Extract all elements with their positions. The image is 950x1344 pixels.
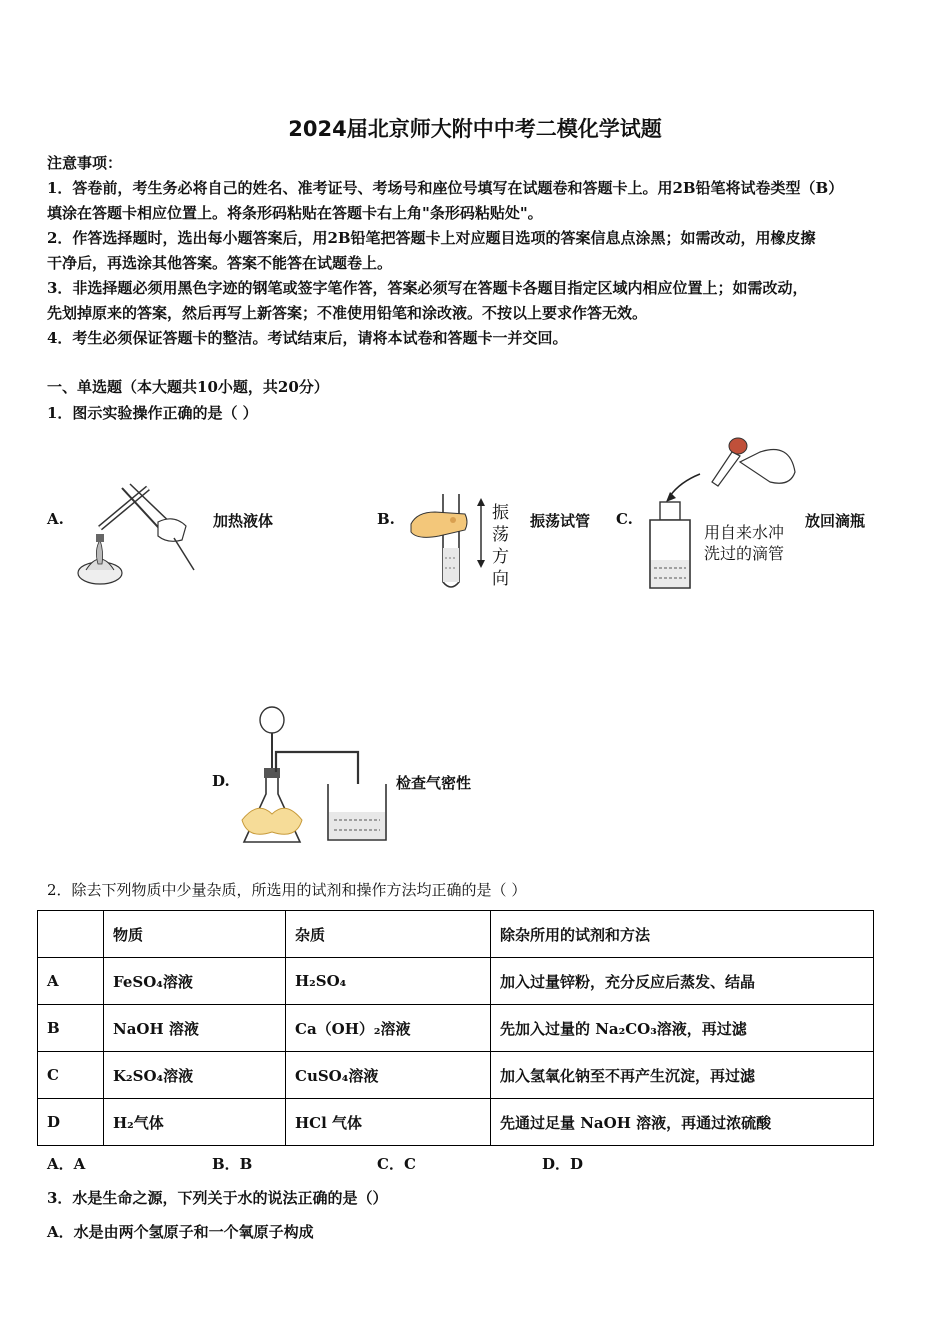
dropper-bottle-figure xyxy=(640,432,800,592)
option-b-letter: B. xyxy=(377,510,395,528)
notice-line: 2．作答选择题时，选出每小题答案后，用2B铅笔把答题卡上对应题目选项的答案信息点涂黑；如需改动，用橡皮擦 xyxy=(47,229,816,247)
table-header-cell: 杂质 xyxy=(286,911,491,958)
shaking-test-tube-figure xyxy=(405,488,490,593)
option-d-caption: 检查气密性 xyxy=(396,774,472,792)
table-cell: H₂气体 xyxy=(104,1099,286,1146)
table-cell: C xyxy=(38,1052,104,1099)
notice-line: 4．考生必须保证答题卡的整洁。考试结束后，请将本试卷和答题卡一并交回。 xyxy=(47,329,568,347)
table-cell: Ca（OH）₂溶液 xyxy=(286,1005,491,1052)
figure-label: 荡 xyxy=(492,525,509,545)
table-cell: 先加入过量的 Na₂CO₃溶液，再过滤 xyxy=(491,1005,874,1052)
table-cell: NaOH 溶液 xyxy=(104,1005,286,1052)
notice-line: 填涂在答题卡相应位置上。将条形码粘贴在答题卡右上角"条形码粘贴处"。 xyxy=(47,204,543,222)
table-row xyxy=(38,1052,874,1099)
table-header-cell xyxy=(38,911,104,958)
option-c-caption: 放回滴瓶 xyxy=(805,512,866,530)
table-cell: H₂SO₄ xyxy=(286,958,491,1005)
table-cell: A xyxy=(38,958,104,1005)
table-cell: FeSO₄溶液 xyxy=(104,958,286,1005)
option-c-letter: C. xyxy=(616,510,633,528)
notice-heading: 注意事项： xyxy=(47,154,123,172)
figure-label: 向 xyxy=(492,569,509,589)
answer-option-d: D．D xyxy=(542,1155,584,1173)
section-heading: 一、单选题（本大题共10小题，共20分） xyxy=(47,378,329,396)
airtightness-check-figure xyxy=(238,702,390,850)
table-row xyxy=(38,958,874,1005)
table-row xyxy=(38,1099,874,1146)
table-cell: 先通过足量 NaOH 溶液，再通过浓硫酸 xyxy=(491,1099,874,1146)
answer-option-c: C．C xyxy=(377,1155,416,1173)
table-cell: D xyxy=(38,1099,104,1146)
figure-label: 振 xyxy=(492,503,509,523)
page-title: 2024届北京师大附中中考二模化学试题 xyxy=(288,117,662,141)
table-cell: HCl 气体 xyxy=(286,1099,491,1146)
table-header-cell: 物质 xyxy=(104,911,286,958)
answer-option-a: A．A xyxy=(47,1155,86,1173)
figure-label: 用自来水冲 xyxy=(704,523,785,542)
question-2-stem: 2．除去下列物质中少量杂质，所选用的试剂和操作方法均正确的是（ ） xyxy=(47,881,527,899)
question-1-stem: 1．图示实验操作正确的是（ ） xyxy=(47,404,258,422)
table-cell: 加入过量锌粉，充分反应后蒸发、结晶 xyxy=(491,958,874,1005)
table-cell: CuSO₄溶液 xyxy=(286,1052,491,1099)
option-d-letter: D. xyxy=(212,772,230,790)
figure-label: 方 xyxy=(492,547,509,567)
question-3-stem: 3．水是生命之源，下列关于水的说法正确的是（） xyxy=(47,1189,388,1207)
question-3-option-a: A．水是由两个氢原子和一个氧原子构成 xyxy=(47,1223,314,1241)
figure-label: 洗过的滴管 xyxy=(704,544,785,563)
option-a-caption: 加热液体 xyxy=(213,512,274,530)
heating-liquid-figure xyxy=(70,478,205,590)
table-header-cell: 除杂所用的试剂和方法 xyxy=(491,911,874,958)
notice-line: 3．非选择题必须用黑色字迹的钢笔或签字笔作答，答案必须写在答题卡各题目指定区域内相应位置上；如需改动， xyxy=(47,279,808,297)
option-a-letter: A. xyxy=(47,510,64,528)
table-cell: 加入氢氧化钠至不再产生沉淀，再过滤 xyxy=(491,1052,874,1099)
table-cell: K₂SO₄溶液 xyxy=(104,1052,286,1099)
answer-option-b: B．B xyxy=(212,1155,253,1173)
table-header-row xyxy=(38,911,874,958)
table-cell: B xyxy=(38,1005,104,1052)
impurity-table xyxy=(37,910,874,1146)
notice-line: 1．答卷前，考生务必将自己的姓名、准考证号、考场号和座位号填写在试题卷和答题卡上。用2B铅笔将试卷类型（B） xyxy=(47,179,844,197)
notice-line: 先划掉原来的答案，然后再写上新答案；不准使用铅笔和涂改液。不按以上要求作答无效。 xyxy=(47,304,648,322)
notice-line: 干净后，再选涂其他答案。答案不能答在试题卷上。 xyxy=(47,254,393,272)
table-row xyxy=(38,1005,874,1052)
option-b-caption: 振荡试管 xyxy=(530,512,591,530)
